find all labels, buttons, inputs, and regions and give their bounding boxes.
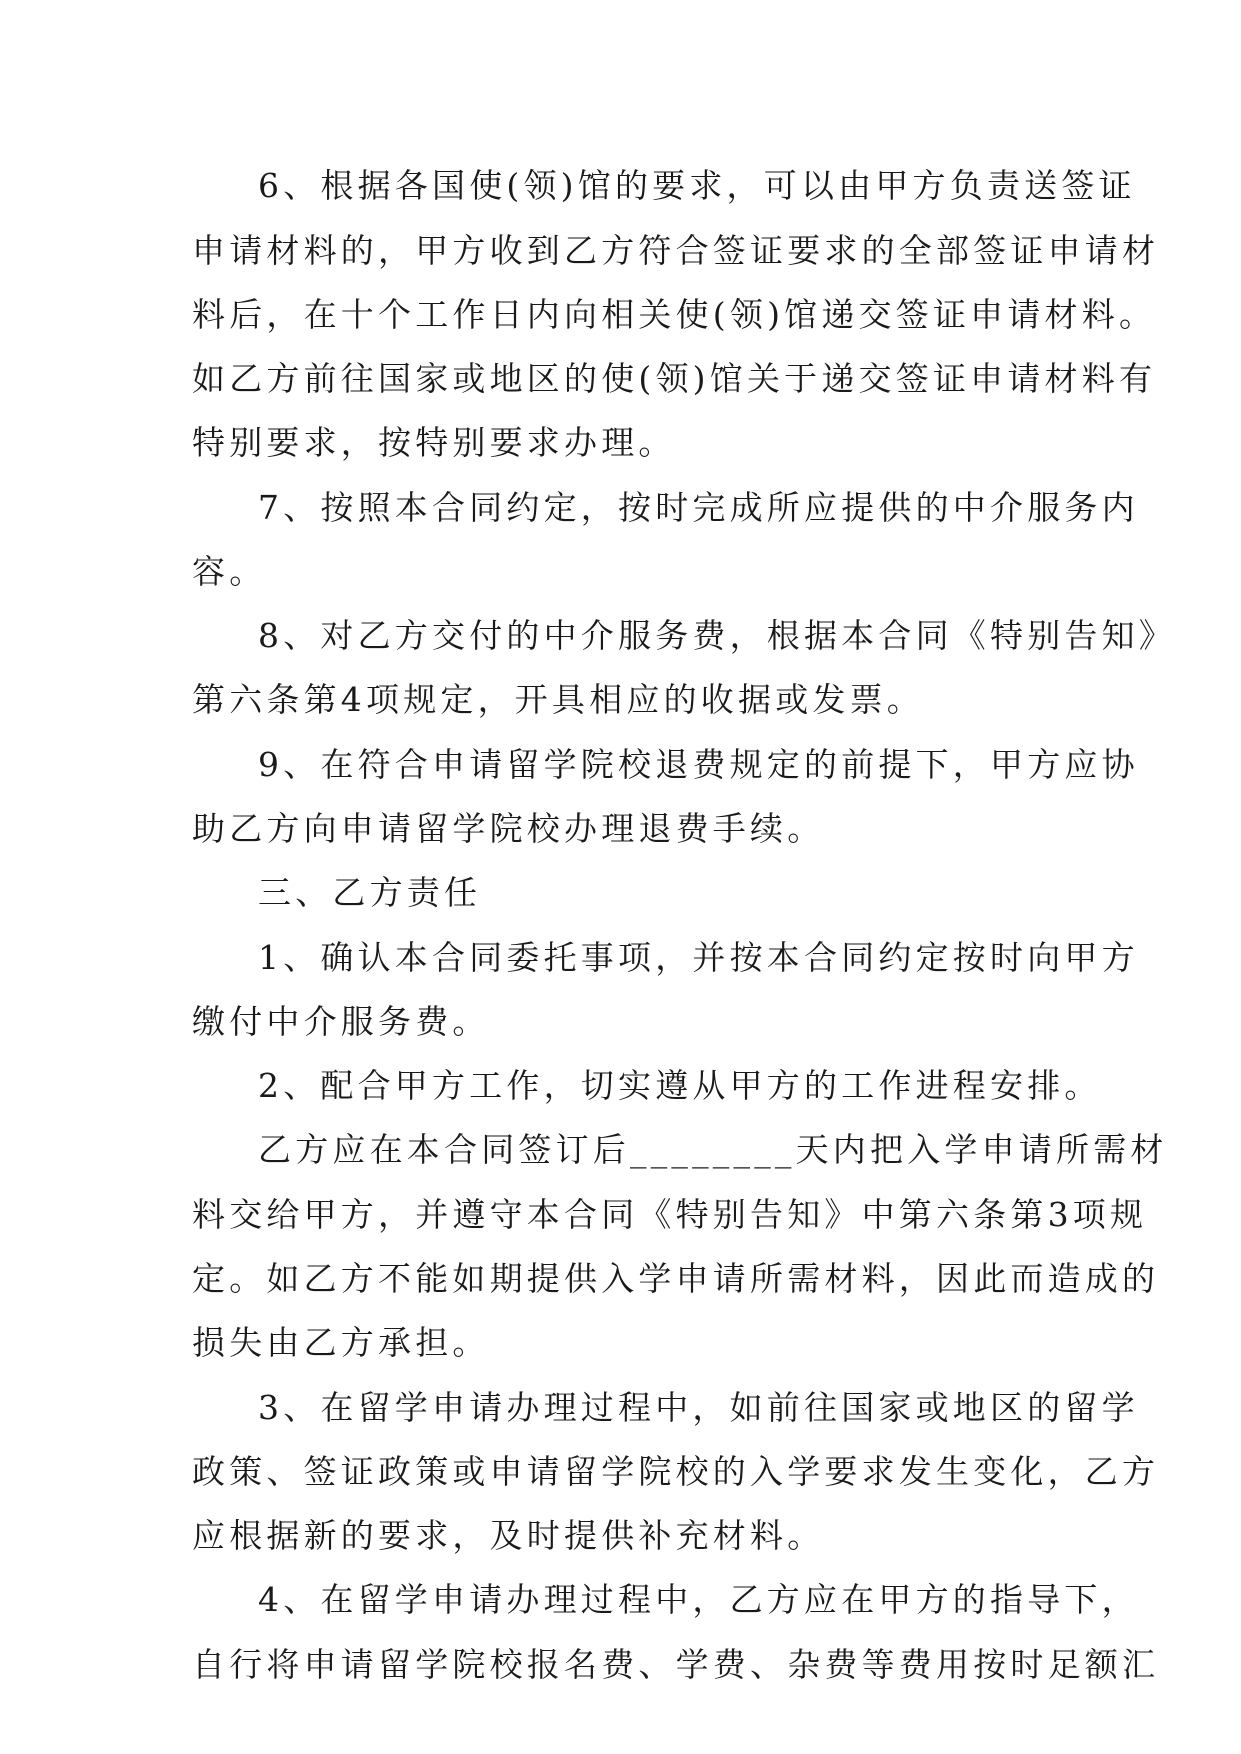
text-line: 政策、签证政策或申请留学院校的入学要求发生变化，乙方 [192, 1452, 1160, 1491]
text-line: 应根据新的要求，及时提供补充材料。 [192, 1516, 825, 1555]
text-line: 2、配合甲方工作，切实遵从甲方的工作进程安排。 [258, 1066, 1102, 1105]
text-line: 7、按照本合同约定，按时完成所应提供的中介服务内 [258, 488, 1139, 527]
section-heading: 三、乙方责任 [258, 873, 482, 912]
text-line: 申请材料的，甲方收到乙方符合签证要求的全部签证申请材 [192, 231, 1160, 270]
text-line: 第六条第4项规定，开具相应的收据或发票。 [192, 680, 924, 719]
text-line: 料交给甲方，并遵守本合同《特别告知》中第六条第3项规 [192, 1195, 1148, 1234]
text-line: 4、在留学申请办理过程中，乙方应在甲方的指导下， [258, 1580, 1139, 1619]
text-line: 1、确认本合同委托事项，并按本合同约定按时向甲方 [258, 938, 1139, 977]
text-line: 定。如乙方不能如期提供入学申请所需材料，因此而造成的 [192, 1259, 1160, 1298]
text-line: 9、在符合申请留学院校退费规定的前提下，甲方应协 [258, 745, 1139, 784]
text-line: 助乙方向申请留学院校办理退费手续。 [192, 809, 825, 848]
text-line: 料后，在十个工作日内向相关使(领)馆递交签证申请材料。 [192, 295, 1157, 334]
text-line: 损失由乙方承担。 [192, 1323, 490, 1362]
text-line: 缴付中介服务费。 [192, 1002, 490, 1041]
text-line: 3、在留学申请办理过程中，如前往国家或地区的留学 [258, 1388, 1139, 1427]
text-line: 8、对乙方交付的中介服务费，根据本合同《特别告知》 [258, 616, 1176, 655]
text-line: 容。 [192, 552, 267, 591]
text-line: 如乙方前往国家或地区的使(领)馆关于递交签证申请材料有 [192, 359, 1157, 398]
text-line: 6、根据各国使(领)馆的要求，可以由甲方负责送签证 [258, 166, 1136, 205]
text-line: 乙方应在本合同签订后________天内把入学申请所需材 [258, 1130, 1168, 1169]
text-line: 自行将申请留学院校报名费、学费、杂费等费用按时足额汇 [192, 1645, 1160, 1684]
text-line: 特别要求，按特别要求办理。 [192, 423, 676, 462]
